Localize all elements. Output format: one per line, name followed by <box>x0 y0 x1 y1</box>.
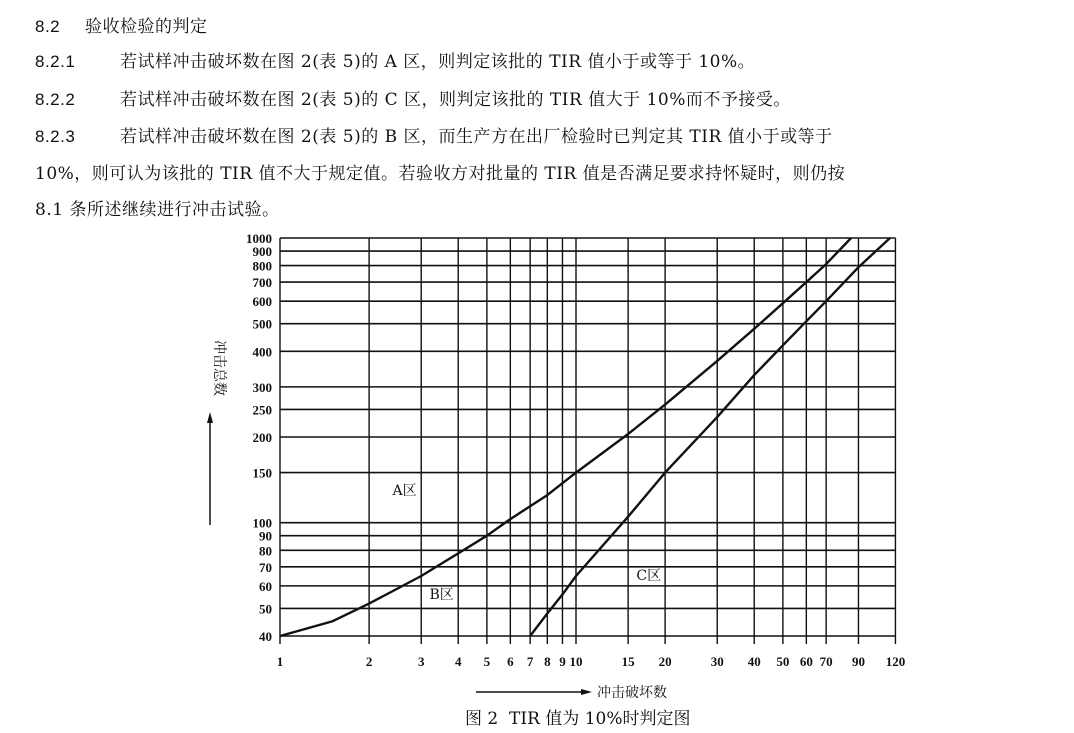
y-tick-label: 80 <box>259 543 272 559</box>
x-tick-label: 120 <box>885 654 906 669</box>
zone-label: A区 <box>392 483 417 500</box>
x-tick-label: 4 <box>454 654 462 669</box>
clause-continuation: 10%，则可认为该批的 TIR 值不大于规定值。若验收方对批量的 TIR 值是否满足要求持怀疑时，则仍按 <box>35 164 846 184</box>
x-tick-label: 50 <box>776 654 790 669</box>
x-tick-label: 2 <box>365 654 373 669</box>
x-tick-label: 9 <box>559 654 566 669</box>
y-tick-label: 400 <box>252 344 272 360</box>
x-arrow-head <box>581 689 592 695</box>
clause-number: 8.2.2 <box>35 90 76 109</box>
x-tick-label: 3 <box>417 654 425 669</box>
clause-continuation: 8.1 条所述继续进行冲击试验。 <box>35 200 280 220</box>
clause-text: 若试样冲击破坏数在图 2(表 5)的 B 区，而生产方在出厂检验时已判定其 TIR 值小于或等于 <box>120 127 833 147</box>
y-tick-label: 500 <box>252 316 272 332</box>
y-tick-label: 50 <box>259 601 272 617</box>
y-tick-label: 700 <box>252 275 272 291</box>
figure-caption: 图 2 TIR 值为 10%时判定图 <box>465 709 691 729</box>
y-tick-label: 40 <box>259 629 272 644</box>
x-tick-label: 60 <box>799 654 813 669</box>
y-tick-label: 600 <box>252 294 272 310</box>
x-tick-label: 5 <box>483 654 491 669</box>
y-tick-label: 250 <box>252 402 272 418</box>
x-tick-label: 6 <box>507 654 514 669</box>
x-tick-label: 30 <box>710 654 724 669</box>
x-tick-label: 90 <box>851 654 865 669</box>
y-arrow-head <box>207 412 213 423</box>
zone-label: B区 <box>429 586 454 603</box>
y-tick-label: 900 <box>252 244 272 260</box>
chart-annotations <box>392 483 662 603</box>
x-tick-label: 20 <box>658 654 672 669</box>
x-tick-label: 70 <box>819 654 833 669</box>
zone-label: C区 <box>636 567 662 584</box>
y-tick-label: 60 <box>259 578 272 594</box>
section-number: 8.2 <box>35 17 61 36</box>
y-tick-label: 1000 <box>246 231 272 247</box>
x-tick-label: 8 <box>544 654 551 669</box>
chart-grid <box>280 238 895 644</box>
y-tick-label: 300 <box>252 379 272 395</box>
clause-text: 若试样冲击破坏数在图 2(表 5)的 C 区，则判定该批的 TIR 值大于 10%而不予接受。 <box>120 90 791 110</box>
x-tick-label: 7 <box>526 654 534 669</box>
y-tick-label: 150 <box>252 465 272 481</box>
clause-number: 8.2.1 <box>35 52 76 71</box>
section-title: 验收检验的判定 <box>85 17 208 37</box>
y-tick-label: 200 <box>252 430 272 446</box>
x-axis-label: 冲击破坏数 <box>597 685 667 701</box>
y-tick-label: 800 <box>252 258 272 274</box>
y-tick-label: 70 <box>259 559 272 575</box>
clause-text: 若试样冲击破坏数在图 2(表 5)的 A 区，则判定该批的 TIR 值小于或等于 10%。 <box>120 52 756 72</box>
y-tick-label: 100 <box>252 515 272 531</box>
x-tick-label: 10 <box>569 654 583 669</box>
x-tick-label: 40 <box>747 654 761 669</box>
clause-number: 8.2.3 <box>35 127 76 146</box>
x-tick-label: 15 <box>621 654 635 669</box>
y-axis-label: 冲击总数 <box>211 340 227 396</box>
x-tick-label: 1 <box>276 654 284 669</box>
y-tick-label: 90 <box>259 528 272 544</box>
